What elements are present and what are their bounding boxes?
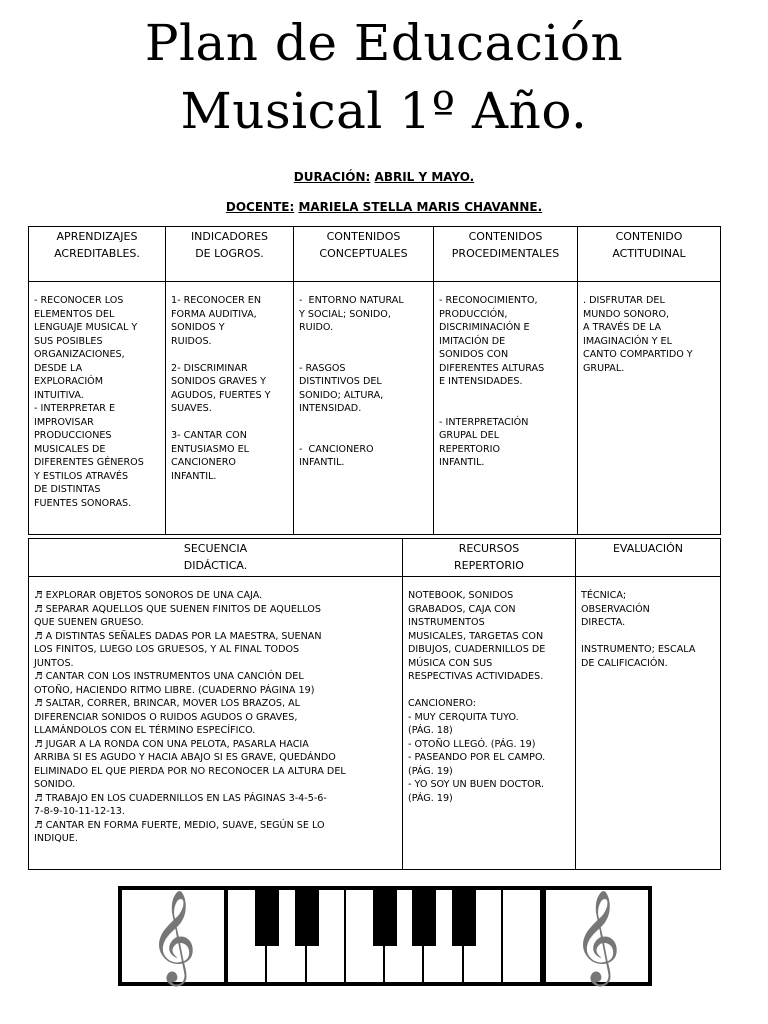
treble-clef-icon xyxy=(546,890,648,982)
table-header-row xyxy=(29,539,721,577)
docente-value: MARIELA STELLA MARIS CHAVANNE. xyxy=(298,200,543,214)
cell-recursos: NOTEBOOK, SONIDOS GRABADOS, CAJA CON INSTRUMENTOS MUSICALES, TARGETAS CON DIBUJOS, CUADERNILLOS DE MÚSICA CON SUS RESPECTIVAS ACTIVIDADES. CANCIONERO: - MUY CERQUITA TUYO. (PÁG. 18) - OTOÑO LLEGÓ. (PÁG. 19) - PASEANDO POR EL CAMPO. (PÁG. 19) - YO SOY UN BUEN DOCTOR. (PÁG. 19) xyxy=(403,577,576,870)
duracion-label: DURACIÓN: xyxy=(293,170,371,184)
black-key xyxy=(295,890,319,946)
docente-line xyxy=(0,200,768,214)
treble-clef-icon xyxy=(122,890,224,982)
cell-evaluacion: TÉCNICA; OBSERVACIÓN DIRECTA. INSTRUMENTO; ESCALA DE CALIFICACIÓN. xyxy=(576,577,721,870)
white-key xyxy=(503,890,542,982)
header-indicadores: INDICADORES DE LOGROS. xyxy=(166,227,294,282)
piano-keys-banner xyxy=(118,886,652,986)
header-conceptuales: CONTENIDOS CONCEPTUALES xyxy=(294,227,434,282)
page-title-line-2: Musical 1º Año. xyxy=(180,82,588,140)
cell-indicadores: 1- RECONOCER EN FORMA AUDITIVA, SONIDOS Y RUIDOS. 2- DISCRIMINAR SONIDOS GRAVES Y AGUDOS, FUERTES Y SUAVES. 3- CANTAR CON ENTUSIASMO EL CANCIONERO INFANTIL. xyxy=(166,282,294,535)
cell-aprendizajes: - RECONOCER LOS ELEMENTOS DEL LENGUAJE MUSICAL Y SUS POSIBLES ORGANIZACIONES, DESDE LA EXPLORACIÓM INTUITIVA. - INTERPRETAR E IMPROVISAR PRODUCCIONES MUSICALES DE DIFERENTES GÉNEROS Y ESTILOS ATRAVÉS DE DISTINTAS FUENTES SONORAS. xyxy=(29,282,166,535)
header-procedimentales: CONTENIDOS PROCEDIMENTALES xyxy=(434,227,578,282)
table-row xyxy=(29,282,721,535)
table-header-row xyxy=(29,227,721,282)
duracion-line xyxy=(0,170,768,184)
table-row xyxy=(29,577,721,870)
black-key xyxy=(373,890,397,946)
duracion-value: ABRIL Y MAYO. xyxy=(374,170,475,184)
sequence-table xyxy=(28,538,721,870)
header-aprendizajes: APRENDIZAJES ACREDITABLES. xyxy=(29,227,166,282)
cell-conceptuales: - ENTORNO NATURAL Y SOCIAL; SONIDO, RUIDO. - RASGOS DISTINTIVOS DEL SONIDO; ALTURA, INTENSIDAD. - CANCIONERO INFANTIL. xyxy=(294,282,434,535)
cell-actitudinal: . DISFRUTAR DEL MUNDO SONORO, A TRAVÉS DE LA IMAGINACIÓN Y EL CANTO COMPARTIDO Y GRUPAL. xyxy=(578,282,721,535)
header-evaluacion: EVALUACIÓN xyxy=(576,539,721,577)
cell-secuencia: ♬ EXPLORAR OBJETOS SONOROS DE UNA CAJA. ♬ SEPARAR AQUELLOS QUE SUENEN FINITOS DE AQUELLOS QUE SUENEN GRUESO. ♬ A DISTINTAS SEÑALES DADAS POR LA MAESTRA, SUENAN LOS FINITOS, LUEGO LOS GRUESOS, Y AL FINAL TODOS JUNTOS. ♬ CANTAR CON LOS INSTRUMENTOS UNA CANCIÓN DEL OTOÑO, HACIENDO RITMO LIBRE. (CUADERNO PÁGINA 19) ♬ SALTAR, CORRER, BRINCAR, MOVER LOS BRAZOS, AL DIFERENCIAR SONIDOS O RUIDOS AGUDOS O GRAVES, LLAMÁNDOLOS CON EL TÉRMINO ESPECÍFICO. ♬ JUGAR A LA RONDA CON UNA PELOTA, PASARLA HACIA ARRIBA SI ES AGUDO Y HACIA ABAJO SI ES GRAVE, QUEDÁNDO ELIMINADO EL QUE PIERDA POR NO RECONOCER LA ALTURA DEL SONIDO. ♬ TRABAJO EN LOS CUADERNILLOS EN LAS PÁGINAS 3-4-5-6- 7-8-9-10-11-12-13. ♬ CANTAR EN FORMA FUERTE, MEDIO, SUAVE, SEGÚN SE LO INDIQUE. xyxy=(29,577,403,870)
black-key xyxy=(452,890,476,946)
cell-procedimentales: - RECONOCIMIENTO, PRODUCCIÓN, DISCRIMINACIÓN E IMITACIÓN DE SONIDOS CON DIFERENTES ALTURAS E INTENSIDADES. - INTERPRETACIÓN GRUPAL DEL REPERTORIO INFANTIL. xyxy=(434,282,578,535)
treble-clef-glyph: 𝄞 xyxy=(573,889,621,982)
header-recursos: RECURSOS REPERTORIO xyxy=(403,539,576,577)
black-key xyxy=(412,890,436,946)
objectives-table xyxy=(28,226,721,535)
docente-label: DOCENTE: xyxy=(225,200,295,214)
header-secuencia: SECUENCIA DIDÁCTICA. xyxy=(29,539,403,577)
black-key xyxy=(255,890,279,946)
header-actitudinal: CONTENIDO ACTITUDINAL xyxy=(578,227,721,282)
page-title-line-1: Plan de Educación xyxy=(144,14,624,72)
treble-clef-glyph: 𝄞 xyxy=(149,889,197,982)
